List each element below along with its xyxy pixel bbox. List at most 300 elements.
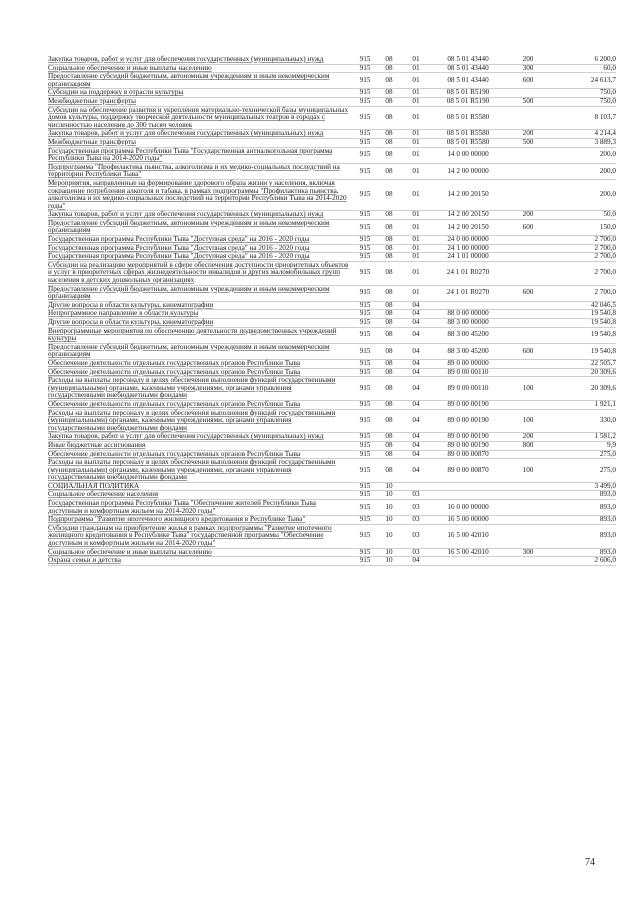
row-amount: 3 499,0: [548, 482, 616, 491]
row-ministry-code: 915: [356, 319, 374, 328]
row-name-text: Социальное обеспечение и иные выплаты населению: [48, 63, 212, 72]
row-name-text: Иные бюджетные ассигнования: [48, 440, 146, 449]
row-ministry-code: 915: [356, 261, 374, 285]
row-subsection-code: 01: [404, 106, 428, 130]
row-section-code: 08: [374, 377, 404, 401]
row-target-article: 16 0 00 00000: [428, 500, 508, 516]
row-name: [48, 147, 356, 163]
row-ministry-code: 915: [356, 89, 374, 98]
row-subsection-code: 01: [404, 130, 428, 139]
row-subsection-code: 04: [404, 409, 428, 433]
row-name: [48, 73, 356, 89]
row-subsection-code: 03: [404, 524, 428, 548]
row-expense-type: [508, 261, 548, 285]
row-subsection-code: 01: [404, 211, 428, 220]
row-name-text: Охрана семьи и детства: [48, 556, 121, 565]
row-subsection-code: 03: [404, 500, 428, 516]
row-target-article: 89 0 00 00190: [428, 441, 508, 450]
table-row: [48, 319, 616, 328]
table-row: [48, 400, 616, 409]
row-name: [48, 219, 356, 235]
row-amount: 2 700,0: [548, 285, 616, 301]
row-amount: 3 889,3: [548, 138, 616, 147]
row-ministry-code: 915: [356, 179, 374, 210]
row-expense-type: [508, 106, 548, 130]
row-target-article: 89 0 00 00870: [428, 450, 508, 459]
row-section-code: 08: [374, 261, 404, 285]
row-section-code: 08: [374, 211, 404, 220]
row-subsection-code: 01: [404, 236, 428, 245]
row-amount: 24 613,7: [548, 73, 616, 89]
row-amount: 275,0: [548, 459, 616, 483]
row-amount: 893,0: [548, 500, 616, 516]
row-name-text: Субсидии гражданам на приобретение жилья в рамках подпрограммы "Развитие ипотечного жилищного кредитования в Республике Тыва" государственной программы "Обеспечение доступным и комфортным жильем на 2014-2020 годы": [48, 523, 332, 548]
row-target-article: 16 5 00 42010: [428, 524, 508, 548]
row-name-text: Предоставление субсидий бюджетным, автономным учреждениям и иным некоммерческим организациям: [48, 284, 330, 301]
row-expense-type: [508, 500, 548, 516]
row-section-code: 08: [374, 441, 404, 450]
row-target-article: 24 1 01 R0270: [428, 261, 508, 285]
row-target-article: 08 5 01 R5190: [428, 89, 508, 98]
row-target-article: 24 1 01 00000: [428, 253, 508, 262]
row-expense-type: [508, 327, 548, 343]
row-target-article: [428, 557, 508, 566]
row-amount: 8 103,7: [548, 106, 616, 130]
row-expense-type: [508, 491, 548, 500]
row-ministry-code: 915: [356, 482, 374, 491]
row-name-text: Закупка товаров, работ и услуг для обеспечения государственных (муниципальных) нужд: [48, 432, 324, 441]
row-section-code: 08: [374, 301, 404, 310]
row-subsection-code: 01: [404, 64, 428, 73]
row-subsection-code: 04: [404, 459, 428, 483]
row-section-code: 08: [374, 64, 404, 73]
row-target-article: 14 2 00 00000: [428, 163, 508, 179]
row-ministry-code: 915: [356, 310, 374, 319]
row-ministry-code: 915: [356, 557, 374, 566]
row-amount: 2 606,0: [548, 557, 616, 566]
row-subsection-code: 01: [404, 244, 428, 253]
row-subsection-code: 04: [404, 557, 428, 566]
row-target-article: 88 3 00 45200: [428, 343, 508, 359]
row-section-code: 10: [374, 516, 404, 525]
row-ministry-code: 915: [356, 64, 374, 73]
row-target-article: 89 0 00 00110: [428, 368, 508, 377]
row-ministry-code: 915: [356, 459, 374, 483]
row-expense-type: [508, 524, 548, 548]
table-row: [48, 500, 616, 516]
row-target-article: 24 1 01 R0270: [428, 285, 508, 301]
row-name-text: Другие вопросы в области культуры, кинематографии: [48, 318, 214, 326]
row-subsection-code: 01: [404, 147, 428, 163]
table-row: [48, 56, 616, 64]
row-section-code: 08: [374, 130, 404, 139]
row-expense-type: [508, 163, 548, 179]
row-expense-type: 200: [508, 56, 548, 64]
row-amount: 19 540,8: [548, 310, 616, 319]
row-target-article: 14 2 00 20150: [428, 211, 508, 220]
row-target-article: 08 5 01 43440: [428, 73, 508, 89]
row-expense-type: [508, 310, 548, 319]
row-ministry-code: 915: [356, 138, 374, 147]
row-expense-type: 600: [508, 285, 548, 301]
row-target-article: 08 5 01 R5190: [428, 97, 508, 106]
row-amount: 330,0: [548, 409, 616, 433]
row-ministry-code: 915: [356, 236, 374, 245]
row-amount: 6 200,0: [548, 56, 616, 64]
row-target-article: 16 5 00 42010: [428, 548, 508, 557]
row-ministry-code: 915: [356, 73, 374, 89]
row-expense-type: [508, 368, 548, 377]
row-amount: 20 309,6: [548, 377, 616, 401]
row-name: [48, 106, 356, 130]
row-name: [48, 138, 356, 147]
row-name-text: Социальное обеспечение и иные выплаты населению: [48, 547, 212, 556]
row-target-article: 88 3 00 00000: [428, 319, 508, 328]
row-name-text: Подпрограмма "Профилактика пьянства, алкоголизма и их медико-социальных последствий на территории Республики Тыва": [48, 162, 340, 179]
table-row: [48, 359, 616, 368]
row-name-text: Государственная программа Республики Тыва "Доступная среда" на 2016 - 2020 годы: [48, 243, 310, 252]
row-ministry-code: 915: [356, 524, 374, 548]
row-name: [48, 163, 356, 179]
row-ministry-code: 915: [356, 97, 374, 106]
row-name: [48, 343, 356, 359]
row-subsection-code: 04: [404, 441, 428, 450]
table-row: [48, 343, 616, 359]
row-target-article: 08 5 01 R5580: [428, 106, 508, 130]
row-target-article: 88 0 00 00000: [428, 310, 508, 319]
row-name-text: Межбюджетные трансферты: [48, 137, 136, 146]
row-amount: 19 540,8: [548, 343, 616, 359]
row-name-text: Предоставление субсидий бюджетным, автономным учреждениям и иным некоммерческим организациям: [48, 342, 330, 359]
row-name: [48, 261, 356, 285]
row-subsection-code: 04: [404, 433, 428, 442]
row-section-code: 08: [374, 97, 404, 106]
row-subsection-code: 04: [404, 450, 428, 459]
row-name-text: Внепрограммные мероприятия по обеспечению деятельности подведомственных учреждений культуры: [48, 326, 337, 343]
row-ministry-code: 915: [356, 491, 374, 500]
row-section-code: 10: [374, 491, 404, 500]
row-name-text: Мероприятия, направленные на формирование здорового образа жизни у населения, включая сокращение потребления алкоголя и табака, в рамках подпрограммы "Профилактика пьянства, алкоголизма и их медико-социальных последствий на территории Республики Тыва на 2014-2020 годы": [48, 178, 347, 210]
row-section-code: 10: [374, 482, 404, 491]
row-ministry-code: 915: [356, 106, 374, 130]
row-subsection-code: 01: [404, 56, 428, 64]
row-name-text: Непрограммное направление в области культуры: [48, 309, 199, 318]
row-ministry-code: 915: [356, 433, 374, 442]
table-row: [48, 459, 616, 483]
row-target-article: 89 0 00 00110: [428, 377, 508, 401]
page-number: 74: [585, 857, 595, 868]
row-name-text: Другие вопросы в области культуры, кинематографии: [48, 300, 214, 309]
row-name-text: Социальное обеспечение населения: [48, 490, 159, 499]
row-ministry-code: 915: [356, 450, 374, 459]
row-amount: 2 700,0: [548, 253, 616, 262]
row-amount: 150,0: [548, 219, 616, 235]
row-name-text: Государственная программа Республики Тыва "Государственная антиалкогольная программа Республики Тыва на 2014-2020 годы": [48, 146, 333, 163]
row-section-code: 08: [374, 433, 404, 442]
row-subsection-code: 01: [404, 89, 428, 98]
row-target-article: 24 1 00 00000: [428, 244, 508, 253]
row-target-article: 89 0 00 00870: [428, 459, 508, 483]
row-amount: 200,0: [548, 147, 616, 163]
row-target-article: 14 0 00 00000: [428, 147, 508, 163]
row-amount: 22 505,7: [548, 359, 616, 368]
table-row: [48, 441, 616, 450]
row-amount: 42 046,5: [548, 301, 616, 310]
row-expense-type: 800: [508, 441, 548, 450]
row-section-code: 10: [374, 557, 404, 566]
row-target-article: 08 5 01 R5580: [428, 138, 508, 147]
row-subsection-code: 04: [404, 368, 428, 377]
row-subsection-code: 04: [404, 301, 428, 310]
row-expense-type: 200: [508, 211, 548, 220]
row-expense-type: [508, 147, 548, 163]
table-row: [48, 524, 616, 548]
row-name-text: Государственная программа Республики Тыва "Доступная среда" на 2016 - 2020 годы: [48, 252, 310, 261]
row-ministry-code: 915: [356, 377, 374, 401]
row-expense-type: [508, 516, 548, 525]
row-name: [48, 327, 356, 343]
row-ministry-code: 915: [356, 244, 374, 253]
row-name-text: СОЦИАЛЬНАЯ ПОЛИТИКА: [48, 481, 140, 490]
row-section-code: 08: [374, 409, 404, 433]
table-row: [48, 138, 616, 147]
row-subsection-code: 01: [404, 261, 428, 285]
row-ministry-code: 915: [356, 301, 374, 310]
row-ministry-code: 915: [356, 56, 374, 64]
row-section-code: 08: [374, 89, 404, 98]
row-subsection-code: 01: [404, 219, 428, 235]
row-ministry-code: 915: [356, 516, 374, 525]
row-section-code: 08: [374, 219, 404, 235]
row-name: [48, 285, 356, 301]
row-amount: 200,0: [548, 179, 616, 210]
row-ministry-code: 915: [356, 253, 374, 262]
row-amount: 9,9: [548, 441, 616, 450]
row-expense-type: 100: [508, 459, 548, 483]
row-name: [48, 97, 356, 106]
row-subsection-code: 01: [404, 73, 428, 89]
row-amount: 2 700,0: [548, 244, 616, 253]
row-subsection-code: 03: [404, 548, 428, 557]
row-subsection-code: 01: [404, 179, 428, 210]
row-name-text: Расходы на выплаты персоналу в целях обеспечения выполнения функций государственными (муниципальными) органами, казенными учреждениями, органами управления государственными внебюджетными фондами: [48, 408, 336, 432]
row-name-text: Государственная программа Республики Тыва "Обеспечение жителей Республики Тыва доступным и комфортным жильем на 2014-2020 годы": [48, 499, 316, 515]
row-name-text: Субсидии на поддержку в отрасли культуры: [48, 88, 184, 97]
row-target-article: [428, 491, 508, 500]
row-ministry-code: 915: [356, 500, 374, 516]
row-expense-type: [508, 179, 548, 210]
row-section-code: 08: [374, 138, 404, 147]
row-expense-type: [508, 244, 548, 253]
row-expense-type: 100: [508, 409, 548, 433]
row-name-text: Субсидии на реализацию мероприятий в сфере обеспечения доступности приоритетных объектов и услуг в приоритетных сферах жизнедеятельности инвалидов и других маломобильных групп населения в детских дошкольных организациях: [48, 260, 349, 285]
table-row: [48, 548, 616, 557]
row-expense-type: [508, 400, 548, 409]
row-name: [48, 400, 356, 409]
row-amount: 4 214,4: [548, 130, 616, 139]
table-row: [48, 261, 616, 285]
row-ministry-code: 915: [356, 409, 374, 433]
row-section-code: 08: [374, 106, 404, 130]
row-amount: 200,0: [548, 163, 616, 179]
row-amount: 1 581,2: [548, 433, 616, 442]
row-name: [48, 236, 356, 245]
row-section-code: 08: [374, 73, 404, 89]
row-expense-type: [508, 482, 548, 491]
row-ministry-code: 915: [356, 548, 374, 557]
table-row: [48, 409, 616, 433]
row-name-text: Обеспечение деятельности отдельных государственных органов Республики Тыва: [48, 449, 301, 458]
row-expense-type: [508, 359, 548, 368]
row-name: [48, 441, 356, 450]
row-amount: 60,0: [548, 64, 616, 73]
row-amount: 19 540,8: [548, 327, 616, 343]
row-section-code: 08: [374, 343, 404, 359]
row-section-code: 08: [374, 163, 404, 179]
row-subsection-code: 03: [404, 491, 428, 500]
table-row: [48, 147, 616, 163]
row-section-code: 08: [374, 359, 404, 368]
row-amount: 1 921,1: [548, 400, 616, 409]
row-subsection-code: 04: [404, 319, 428, 328]
row-subsection-code: 04: [404, 327, 428, 343]
row-expense-type: 200: [508, 433, 548, 442]
row-expense-type: [508, 301, 548, 310]
row-ministry-code: 915: [356, 285, 374, 301]
row-target-article: 08 5 01 43440: [428, 64, 508, 73]
row-target-article: 89 0 00 00190: [428, 409, 508, 433]
row-section-code: 10: [374, 524, 404, 548]
row-target-article: 14 2 00 20150: [428, 179, 508, 210]
row-section-code: 08: [374, 236, 404, 245]
row-name-text: Государственная программа Республики Тыва "Доступная среда" на 2016 - 2020 годы: [48, 235, 310, 244]
row-section-code: 08: [374, 450, 404, 459]
row-ministry-code: 915: [356, 219, 374, 235]
table-row: [48, 163, 616, 179]
row-section-code: 08: [374, 147, 404, 163]
row-subsection-code: 04: [404, 377, 428, 401]
row-target-article: 88 3 00 45200: [428, 327, 508, 343]
row-name-text: Расходы на выплаты персоналу в целях обеспечения выполнения функций государственными (муниципальными) органами, казенными учреждениями, органами управления государственными внебюджетными фондами: [48, 376, 336, 400]
row-name: [48, 524, 356, 548]
row-name: [48, 557, 356, 566]
row-expense-type: 300: [508, 548, 548, 557]
row-amount: 893,0: [548, 524, 616, 548]
table-row: [48, 285, 616, 301]
row-expense-type: 600: [508, 73, 548, 89]
table-row: [48, 97, 616, 106]
row-name-text: Предоставление субсидий бюджетным, автономным учреждениям и иным некоммерческим организациям: [48, 218, 330, 235]
row-section-code: 08: [374, 400, 404, 409]
table-row: [48, 327, 616, 343]
row-amount: 275,0: [548, 450, 616, 459]
row-amount: 893,0: [548, 491, 616, 500]
row-name-text: Обеспечение деятельности отдельных государственных органов Республики Тыва: [48, 367, 301, 376]
row-section-code: 08: [374, 368, 404, 377]
row-name: [48, 319, 356, 328]
row-expense-type: [508, 450, 548, 459]
row-ministry-code: 915: [356, 163, 374, 179]
row-subsection-code: 01: [404, 285, 428, 301]
budget-table: [48, 56, 616, 566]
row-expense-type: [508, 319, 548, 328]
row-amount: 750,0: [548, 89, 616, 98]
table-row: [48, 73, 616, 89]
row-expense-type: 100: [508, 377, 548, 401]
row-expense-type: [508, 236, 548, 245]
row-target-article: 16 5 00 00000: [428, 516, 508, 525]
row-name-text: Закупка товаров, работ и услуг для обеспечения государственных (муниципальных) нужд: [48, 129, 324, 138]
table-row: [48, 179, 616, 210]
row-subsection-code: 03: [404, 516, 428, 525]
row-subsection-code: 04: [404, 359, 428, 368]
row-section-code: 10: [374, 500, 404, 516]
row-section-code: 08: [374, 459, 404, 483]
row-subsection-code: 01: [404, 97, 428, 106]
row-section-code: 10: [374, 548, 404, 557]
row-section-code: 08: [374, 310, 404, 319]
table-row: [48, 106, 616, 130]
row-ministry-code: 915: [356, 368, 374, 377]
row-amount: 750,0: [548, 97, 616, 106]
table-row: [48, 219, 616, 235]
table-row: [48, 377, 616, 401]
row-name-text: Закупка товаров, работ и услуг для обеспечения государственных (муниципальных) нужд: [48, 55, 324, 63]
row-name: [48, 500, 356, 516]
row-target-article: 89 0 00 00190: [428, 433, 508, 442]
row-name-text: Обеспечение деятельности отдельных государственных органов Республики Тыва: [48, 358, 301, 367]
row-name: [48, 56, 356, 64]
row-ministry-code: 915: [356, 400, 374, 409]
row-target-article: 89 0 00 00000: [428, 359, 508, 368]
row-ministry-code: 915: [356, 441, 374, 450]
row-amount: 2 700,0: [548, 236, 616, 245]
row-name-text: Расходы на выплаты персоналу в целях обеспечения выполнения функций государственными (муниципальными) органами, казенными учреждениями, органами управления государственными внебюджетными фондами: [48, 458, 336, 482]
row-target-article: 24 0 00 00000: [428, 236, 508, 245]
row-name: [48, 179, 356, 210]
budget-table-body: [48, 56, 616, 565]
row-ministry-code: 915: [356, 327, 374, 343]
row-amount: 2 700,0: [548, 261, 616, 285]
row-amount: 893,0: [548, 548, 616, 557]
row-name: [48, 377, 356, 401]
row-target-article: 08 5 01 43440: [428, 56, 508, 64]
row-expense-type: [508, 253, 548, 262]
row-subsection-code: 01: [404, 253, 428, 262]
row-ministry-code: 915: [356, 211, 374, 220]
row-subsection-code: 04: [404, 310, 428, 319]
row-name: [48, 359, 356, 368]
row-target-article: 08 5 01 R5580: [428, 130, 508, 139]
row-name-text: Закупка товаров, работ и услуг для обеспечения государственных (муниципальных) нужд: [48, 210, 324, 219]
row-name: [48, 459, 356, 483]
row-section-code: 08: [374, 319, 404, 328]
row-expense-type: [508, 557, 548, 566]
row-ministry-code: 915: [356, 359, 374, 368]
row-name: [48, 409, 356, 433]
row-target-article: 14 2 00 20150: [428, 219, 508, 235]
row-amount: 50,0: [548, 211, 616, 220]
row-subsection-code: 01: [404, 163, 428, 179]
row-ministry-code: 915: [356, 343, 374, 359]
row-name-text: Межбюджетные трансферты: [48, 96, 136, 105]
row-subsection-code: 04: [404, 343, 428, 359]
row-expense-type: 600: [508, 219, 548, 235]
row-target-article: 89 0 00 00190: [428, 400, 508, 409]
row-section-code: 08: [374, 253, 404, 262]
row-name-text: Обеспечение деятельности отдельных государственных органов Республики Тыва: [48, 399, 301, 408]
row-section-code: 08: [374, 285, 404, 301]
